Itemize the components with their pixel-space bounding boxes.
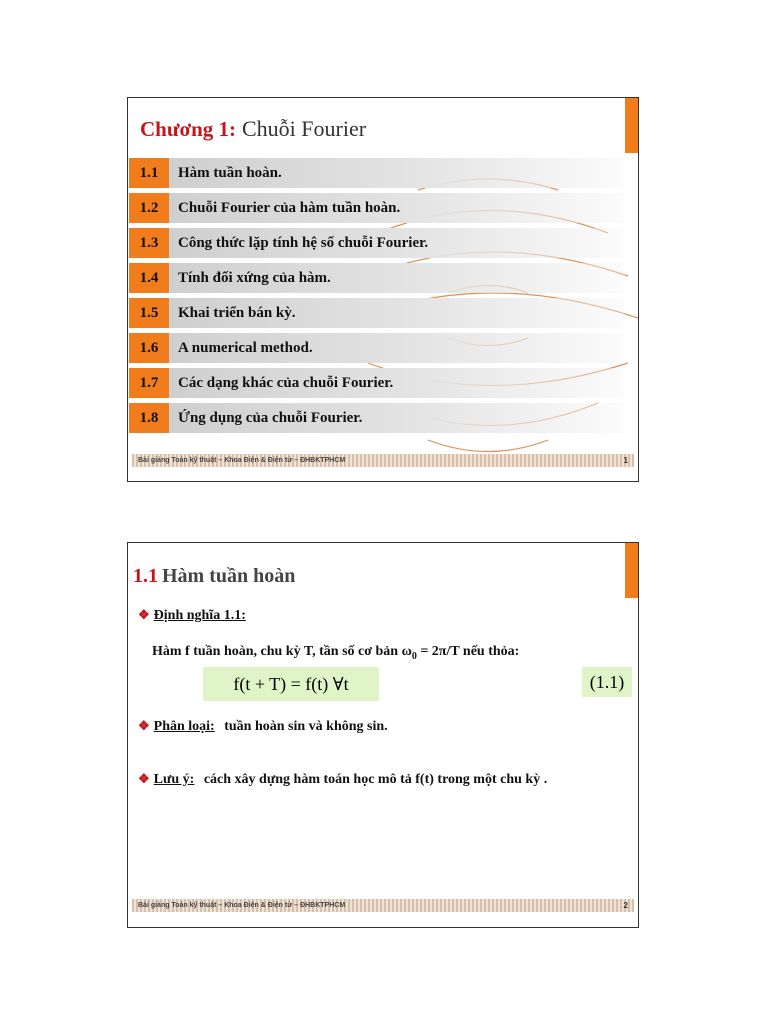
toc-item-label: Ứng dụng của chuỗi Fourier. [169,403,625,433]
slide-footer [132,899,634,912]
diamond-bullet-icon: ❖ [138,718,150,733]
equation-tag [582,667,632,697]
slide-accent-bar [625,98,638,153]
slide-2 [127,542,639,928]
table-of-contents [129,158,625,438]
note-heading: Lưu ý: [153,772,195,787]
note-bullet [138,769,626,790]
toc-item [129,333,625,363]
omega-subscript: 0 [411,650,417,662]
note-text: cách xây dựng hàm toán học mô tả f(t) trong một chu kỳ . [203,772,548,787]
toc-item-number: 1.4 [129,263,169,293]
toc-item [129,228,625,258]
toc-item [129,298,625,328]
toc-item [129,263,625,293]
definition-bullet [138,607,246,624]
equation: f(t + T) = f(t) ∀t [233,673,349,694]
footer-text: Bài giảng Toán kỹ thuật – Khoa Điện & Điện tử – ĐHBKTPHCM [138,902,346,909]
toc-item-label: Khai triển bán kỳ. [169,298,625,328]
toc-item-label: Hàm tuần hoàn. [169,158,625,188]
slide-title [140,116,366,142]
diamond-bullet-icon: ❖ [138,771,150,786]
toc-item [129,403,625,433]
footer-text: Bài giảng Toán kỹ thuật – Khoa Điện & Điện tử – ĐHBKTPHCM [138,457,346,464]
chapter-label: Chương 1: [140,117,236,141]
toc-item-number: 1.6 [129,333,169,363]
toc-item-number: 1.5 [129,298,169,328]
classification-heading: Phân loại: [153,719,215,734]
toc-item-number: 1.2 [129,193,169,223]
definition-text-part: Hàm f tuần hoàn, chu kỳ T, tần số cơ bản ω [152,644,412,659]
equation-number: (1.1) [589,671,625,692]
definition-text-part: = 2π/T nếu thỏa: [416,644,520,659]
section-number: 1.1 [133,565,158,587]
toc-item-number: 1.8 [129,403,169,433]
definition-heading: Định nghĩa 1.1: [153,608,246,623]
toc-item-label: Chuỗi Fourier của hàm tuần hoàn. [169,193,625,223]
slide-accent-bar [625,543,638,598]
chapter-name: Chuỗi Fourier [242,116,367,141]
equation-box [203,667,379,701]
toc-item [129,158,625,188]
slide-title [133,565,295,588]
toc-item-number: 1.3 [129,228,169,258]
toc-item-label: Công thức lặp tính hệ số chuỗi Fourier. [169,228,625,258]
classification-bullet [138,718,388,735]
toc-item-label: Tính đối xứng của hàm. [169,263,625,293]
slide-1 [127,97,639,482]
slide-footer [132,454,634,467]
diamond-bullet-icon: ❖ [138,607,150,622]
toc-item [129,193,625,223]
section-name: Hàm tuần hoàn [162,565,296,587]
toc-item-label: A numerical method. [169,333,625,363]
page-number: 2 [623,901,628,910]
toc-item [129,368,625,398]
classification-text: tuần hoàn sin và không sin. [224,719,388,734]
page-number: 1 [623,456,628,465]
toc-item-number: 1.7 [129,368,169,398]
definition-text [152,642,519,667]
toc-item-number: 1.1 [129,158,169,188]
toc-item-label: Các dạng khác của chuỗi Fourier. [169,368,625,398]
